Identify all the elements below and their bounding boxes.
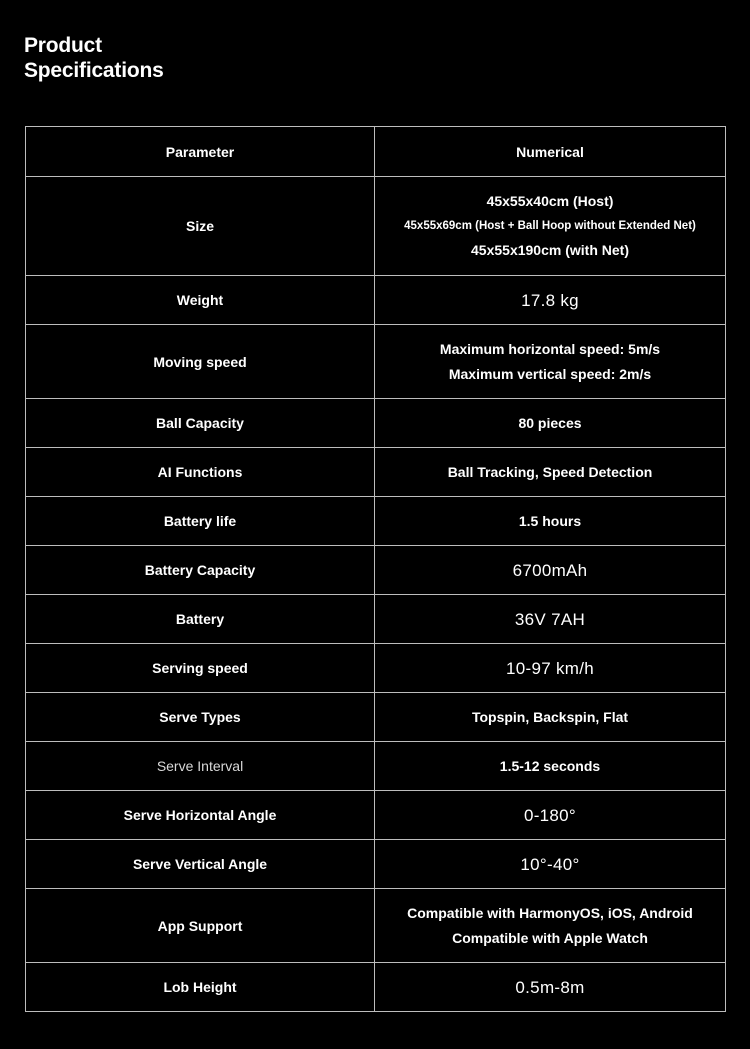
row-value (375, 963, 726, 1012)
row-parameter: Moving speed (26, 325, 375, 399)
table-header-row (26, 127, 726, 177)
table-row (26, 177, 726, 276)
value-line: 45x55x69cm (Host + Ball Hoop without Extended Net) (404, 220, 696, 232)
value-line: 1.5-12 seconds (499, 757, 601, 774)
row-parameter: Battery life (26, 497, 375, 546)
value-line: 10°-40° (520, 854, 580, 874)
row-parameter: AI Functions (26, 448, 375, 497)
row-parameter: Serve Vertical Angle (26, 840, 375, 889)
value-line: 1.5 hours (518, 512, 582, 529)
row-value (375, 448, 726, 497)
value-line: 36V 7AH (514, 609, 586, 629)
row-parameter: Ball Capacity (26, 399, 375, 448)
row-parameter: App Support (26, 889, 375, 963)
row-parameter: Serve Interval (26, 742, 375, 791)
row-parameter: Serve Horizontal Angle (26, 791, 375, 840)
table-row (26, 595, 726, 644)
value-line: 17.8 kg (521, 290, 579, 310)
row-value (375, 742, 726, 791)
value-line: Topspin, Backspin, Flat (471, 708, 629, 725)
table-row (26, 963, 726, 1012)
value-line: 0-180° (523, 805, 577, 825)
table-row (26, 399, 726, 448)
value-line: 0.5m-8m (515, 977, 585, 997)
row-value (375, 497, 726, 546)
value-line: Compatible with Apple Watch (452, 929, 648, 946)
row-value (375, 276, 726, 325)
page-title-line-2: Specifications (24, 59, 164, 82)
specifications-table (25, 126, 726, 1012)
header-parameter: Parameter (26, 127, 375, 177)
row-value (375, 693, 726, 742)
row-parameter: Serve Types (26, 693, 375, 742)
table-row (26, 840, 726, 889)
value-line: 45x55x40cm (Host) (486, 193, 614, 209)
table-row (26, 497, 726, 546)
row-value (375, 889, 726, 963)
row-value (375, 177, 726, 276)
value-line: Ball Tracking, Speed Detection (447, 463, 653, 480)
value-line: Maximum horizontal speed: 5m/s (439, 340, 661, 357)
row-value (375, 546, 726, 595)
table-row (26, 276, 726, 325)
value-line: 10-97 km/h (505, 658, 595, 678)
row-value (375, 325, 726, 399)
table-row (26, 693, 726, 742)
value-line: 6700mAh (512, 560, 588, 580)
row-parameter: Battery (26, 595, 375, 644)
table-row (26, 742, 726, 791)
row-parameter: Serving speed (26, 644, 375, 693)
page-title-line-1: Product (24, 34, 102, 57)
table-row (26, 448, 726, 497)
row-value (375, 840, 726, 889)
row-parameter: Size (26, 177, 375, 276)
page-title (24, 33, 164, 83)
row-value (375, 399, 726, 448)
table-row (26, 325, 726, 399)
row-parameter: Lob Height (26, 963, 375, 1012)
value-line: Maximum vertical speed: 2m/s (448, 365, 652, 382)
table-row (26, 546, 726, 595)
row-value (375, 595, 726, 644)
table-row (26, 791, 726, 840)
row-parameter: Weight (26, 276, 375, 325)
table-row (26, 644, 726, 693)
value-line: 80 pieces (518, 414, 582, 431)
header-value: Numerical (375, 127, 726, 177)
value-line: 45x55x190cm (with Net) (471, 242, 629, 258)
row-value (375, 791, 726, 840)
row-value (375, 644, 726, 693)
value-line: Compatible with HarmonyOS, iOS, Android (407, 904, 693, 921)
table-row (26, 889, 726, 963)
row-parameter: Battery Capacity (26, 546, 375, 595)
